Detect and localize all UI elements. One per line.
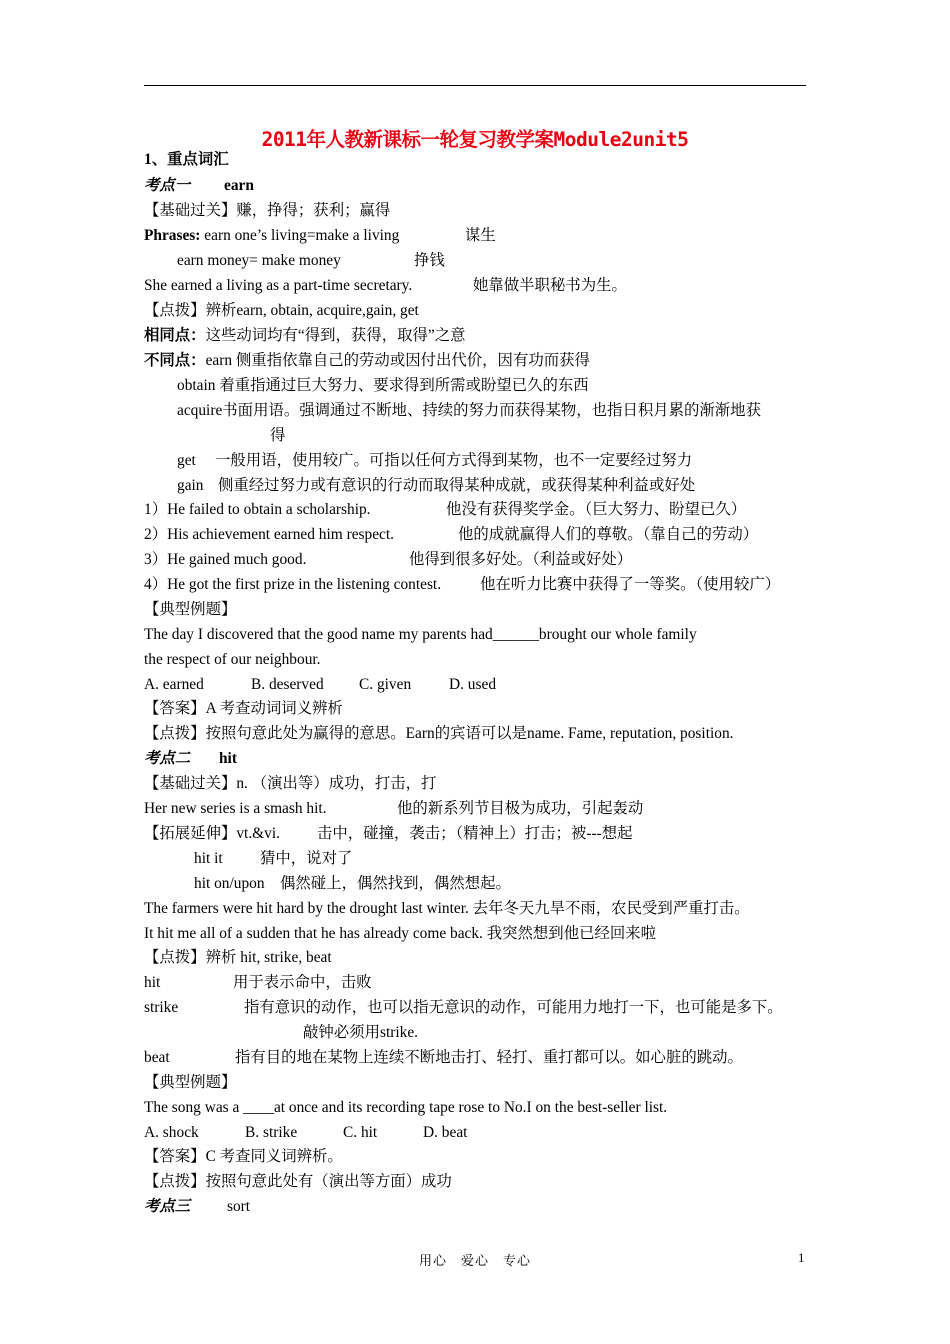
phrases-cn: 谋生 [465, 227, 496, 244]
get-en: get [177, 452, 196, 469]
strike-def-en: strike [144, 999, 179, 1016]
same-text: 这些动词均有“得到，获得，取得”之意 [205, 327, 466, 344]
header-rule [144, 85, 806, 86]
kaodian-word: sort [227, 1198, 251, 1215]
example-3-en: 3）He gained much good. [144, 551, 307, 568]
hit-on-line [194, 874, 511, 894]
question-2: The song was a ____at once and its recording tape rose to No.I on the best-seller list. [144, 1099, 668, 1116]
example-line [144, 276, 627, 296]
example-2 [144, 525, 759, 545]
series-en: Her new series is a smash hit. [144, 800, 327, 817]
dianxing-heading-2: 【典型例题】 [144, 1074, 237, 1091]
strike-def-cont: 敲钟必须用strike. [303, 1024, 418, 1041]
hit-it-line [194, 849, 353, 869]
farmers-line: The farmers were hit hard by the drought last winter. 去年冬天九旱不雨，农民受到严重打击。 [144, 900, 750, 917]
option-a: A. shock [144, 1124, 199, 1141]
answer-1: 【答案】A 考查动词词义辨析 [144, 700, 343, 717]
beat-def-line [144, 1048, 743, 1068]
acquire-line: acquire书面用语。强调通过不断地、持续的努力而获得某物，也指日积月累的渐渐地获 [177, 402, 761, 419]
gain-cn: 侧重经过努力或有意识的行动而取得某种成就，或获得某种利益或好处 [218, 477, 696, 494]
example-4 [144, 575, 781, 595]
hit-def-line [144, 973, 372, 993]
example-4-cn: 他在听力比赛中获得了一等奖。（使用较广） [480, 576, 781, 593]
strike-def-cn: 指有意识的动作，也可以指无意识的动作，可能用力地打一下，也可能是多下。 [244, 999, 783, 1016]
option-a: A. earned [144, 676, 204, 693]
money-cn: 挣钱 [414, 252, 445, 269]
same-label: 相同点： [144, 327, 206, 344]
kaodian-word: hit [219, 750, 237, 767]
jichu-line: 【基础过关】赚，挣得；获利；赢得 [144, 202, 391, 219]
option-c: C. hit [343, 1124, 378, 1141]
option-b: B. deserved [251, 676, 324, 693]
diff-label: 不同点： [144, 352, 206, 369]
kaodian-label: 考点三 [144, 1198, 191, 1215]
money-line [177, 251, 445, 271]
question-2-options [144, 1123, 468, 1143]
example-1 [144, 500, 747, 520]
document-title: 2011年人教新课标一轮复习教学案Module2unit5 [261, 128, 689, 151]
beat-def-en: beat [144, 1049, 170, 1066]
kaodian-label: 考点二 [144, 750, 191, 767]
page-footer: 用心 爱心 专心 [418, 1253, 531, 1268]
dianbo-line: 【点拨】辨析earn, obtain, acquire,gain, get [144, 302, 419, 319]
tuozhan-line [144, 824, 633, 844]
dianbo-2: 【点拨】按照句意此处为赢得的意思。Earn的宾语可以是name. Fame, reputation, position. [144, 725, 734, 742]
example-2-cn: 他的成就赢得人们的尊敬。（靠自己的劳动） [458, 526, 759, 543]
get-cn: 一般用语，使用较广。可指以任何方式得到某物，也不一定要经过努力 [215, 452, 693, 469]
example-2-en: 2）His achievement earned him respect. [144, 526, 395, 543]
gain-en: gain [177, 477, 204, 494]
option-d: D. beat [423, 1124, 468, 1141]
phrases-line [144, 226, 496, 246]
gain-line [177, 476, 696, 496]
example-1-en: 1）He failed to obtain a scholarship. [144, 501, 371, 518]
example-1-cn: 他没有获得奖学金。（巨大努力、盼望已久） [446, 501, 747, 518]
kaodian-3 [144, 1197, 251, 1217]
question-1-line-1: The day I discovered that the good name my parents had______brought our whole family [144, 626, 697, 643]
example-3-cn: 他得到很多好处。（利益或好处） [409, 551, 633, 568]
beat-def-cn: 指有目的地在某物上连续不断地击打、轻打、重打都可以。如心脏的跳动。 [235, 1049, 743, 1066]
question-1-options [144, 675, 497, 695]
option-d: D. used [449, 676, 497, 693]
option-b: B. strike [245, 1124, 298, 1141]
example-3 [144, 550, 633, 570]
get-line [177, 451, 693, 471]
diff-text: earn 侧重指依靠自己的劳动或因付出代价，因有功而获得 [205, 352, 590, 369]
it-hit-line: It hit me all of a sudden that he has already come back. 我突然想到他已经回来啦 [144, 925, 657, 942]
hit-it-en: hit it [194, 850, 223, 867]
acquire-line-cont: 得 [270, 427, 286, 444]
option-c: C. given [359, 676, 412, 693]
hit-def-en: hit [144, 974, 161, 991]
jichu-line-2: 【基础过关】n. （演出等）成功，打击，打 [144, 775, 437, 792]
same-line [144, 326, 466, 346]
example-cn: 她靠做半职秘书为生。 [473, 277, 627, 294]
dianbo-4: 【点拨】按照句意此处有（演出等方面）成功 [144, 1173, 452, 1190]
kaodian-word: earn [224, 177, 254, 194]
dianbo-3: 【点拨】辨析 hit, strike, beat [144, 949, 332, 966]
phrases-label: Phrases: [144, 227, 201, 244]
kaodian-2 [144, 749, 237, 769]
money-en: earn money= make money [177, 252, 341, 269]
page-number: 1 [798, 1250, 805, 1265]
kaodian-1 [144, 176, 254, 196]
diff-line [144, 351, 590, 371]
hit-def-cn: 用于表示命中，击败 [233, 974, 372, 991]
tuozhan-cn: 击中，碰撞，袭击；（精神上）打击；被---想起 [317, 825, 633, 842]
kaodian-label: 考点一 [144, 177, 191, 194]
obtain-line: obtain 着重指通过巨大努力、要求得到所需或盼望已久的东西 [177, 377, 589, 394]
strike-def-line [144, 998, 783, 1018]
example-en: She earned a living as a part-time secretary. [144, 277, 413, 294]
answer-2: 【答案】C 考查同义词辨析。 [144, 1148, 343, 1165]
series-cn: 他的新系列节目极为成功，引起轰动 [397, 800, 644, 817]
question-1-line-2: the respect of our neighbour. [144, 651, 321, 668]
hit-on-en: hit on/upon [194, 875, 265, 892]
dianxing-heading: 【典型例题】 [144, 601, 237, 618]
series-line [144, 799, 644, 819]
section-heading: 1、重点词汇 [144, 151, 229, 168]
example-4-en: 4）He got the first prize in the listening contest. [144, 576, 442, 593]
phrases-text: earn one’s living=make a living [200, 227, 400, 244]
hit-on-cn: 偶然碰上，偶然找到，偶然想起。 [280, 875, 511, 892]
hit-it-cn: 猜中，说对了 [260, 850, 353, 867]
tuozhan-label: 【拓展延伸】vt.&vi. [144, 825, 280, 842]
